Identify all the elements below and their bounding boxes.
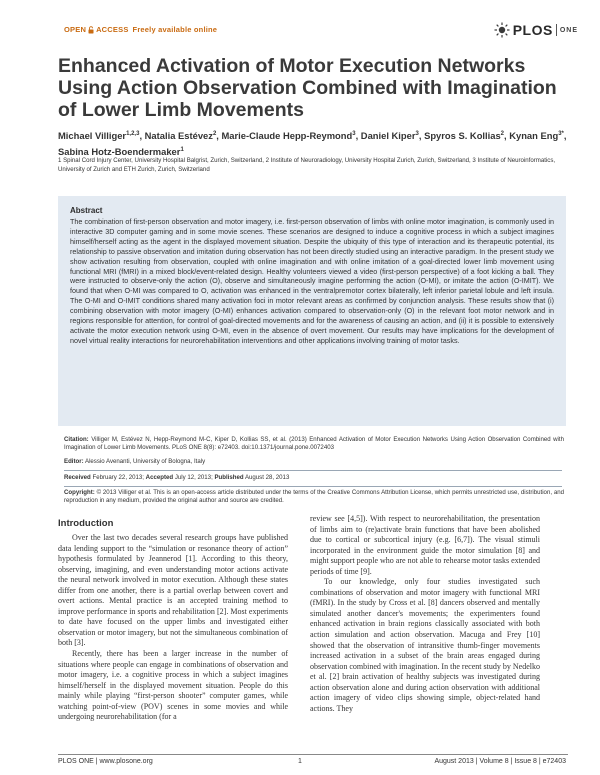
logo-divider [556,24,557,36]
journal-header [0,22,600,42]
copyright-block [64,489,564,506]
affiliations: 1 Spinal Cord Injury Center, University Hospital Balgrist, Zurich, Switzerland, 2 Institute of Neuroradiology, University Hospital Zurich, Zurich, Switzerland, 3 Institute of Neuroinformatics, University of Zurich and ETH Zurich, Zurich, Switzerland [58,157,556,173]
editor-text: Alessio Avenanti, University of Bologna, Italy [85,458,206,465]
dates-block [64,474,564,482]
editor-block [64,458,564,466]
plos-sun-icon [494,22,510,38]
article-title: Enhanced Activation of Motor Execution Networks Using Action Observation Combined with Imagination of Lower Limb Movements [58,55,557,121]
footer-issue: August 2013 | Volume 8 | Issue 8 | e72403 [434,758,566,765]
author-list: Michael Villiger$^{1,2,3}$, Natalia Estévez$^2$, Marie-Claude Hepp-Reymond$^3$, Daniel Kiper$^3$, Spyros S. Kollias$^2$, Kynan Eng$^{3*}$, Sabina Hotz-Boendermaker$^1$ [58,130,567,158]
intro-paragraph: Over the last two decades several research groups have published data lending support to the “simulation or resonance theory of action” hypothesis formulated by Jeannerod [1]. According to this theory, observing, imagining, and even understanding motor actions activate the neural network involved in motor execution. Although these states differ from one another, there is a partial overlap between covert and overt actions. Mental practice is an accepted training method to improve performance in sports and rehabilitation [2]. Most experiments to date have focused on the upper limbs and investigated either observation or motor imagery, but not the simultaneous combination of both [3]. [58,533,288,648]
citation-text: Villiger M, Estévez N, Hepp-Reymond M-C, Kiper D, Kollias SS, et al. (2013) Enhanced Activation of Motor Execution Networks Using Action Observation Combined with Imagination of Lower Limb Movements. PLoS ONE 8(8): e72403. doi:10.1371/journal.pone.0072403 [64,436,564,452]
freely-available-label: Freely available online [132,25,218,34]
footer-divider [58,754,568,755]
citation-block [64,436,564,453]
footer-page-number: 1 [298,758,302,765]
copyright-label: Copyright: [64,489,95,496]
meta-divider [64,486,562,487]
copyright-text: © 2013 Villiger et al. This is an open-access article distributed under the terms of the Creative Commons Attribution License, which permits unrestricted use, distribution, and reproduction in any medium, provided the original author and source are credited. [64,489,564,505]
received-date: February 22, 2013; [92,474,144,481]
received-label: Received [64,474,91,481]
intro-paragraph: review see [4,5]). With respect to neurorehabilitation, the presentation of limbs aim to (re)activate brain functions that have been abolished due to cortical or subcortical injury (e.g. [6,7]). The visual stimuli incorporated in the environment guide the motor simulation [8] and might support people who are not able to rehearse motor tasks extended periods of time [9]. [310,514,540,576]
intro-paragraph: Recently, there has been a larger increase in the number of situations where people can engage in combinations of observation and motor imagery, i.e. a cognitive process in which a subject imagines himself/herself in the displayed movement situation. People do this mainly while playing “first-person shooter” computer games, while watching point-of-view (POV) scenes in some movies and while undergoing neurorehabilitation (for a [58,649,288,722]
published-date: August 28, 2013 [244,474,290,481]
introduction-heading: Introduction [58,518,114,529]
plos-wordmark: PLOS [512,22,553,38]
published-label: Published [214,474,244,481]
plos-one-logo [494,22,578,38]
meta-divider [64,470,562,471]
abstract-box [58,196,566,426]
open-lock-icon [88,26,94,34]
footer-journal: PLOS ONE | www.plosone.org [58,758,153,765]
intro-right-column [310,514,540,714]
editor-label: Editor: [64,458,84,465]
intro-left-column [58,533,288,723]
open-access-badge [64,25,217,34]
open-label: OPEN [64,25,87,34]
intro-paragraph: To our knowledge, only four studies investigated such combinations of observation and motor imagery with functional MRI (fMRI). In the study by Cross et al. [8] dancers observed and mentally simulated another dancer's movements; the experimenters found enhanced activation in brain regions classically associated with both action simulation and action observation. Macuga and Frey [10] showed that the observation of intransitive thumb-finger movements increased activation in a subset of the brain areas engaged during observation combined with imagination. In the recent study by Nedelko et al. [2] brain activation of healthy subjects was investigated during action observation alone and during action observation with additional action imagery of video clips showing simple, object-related hand actions. They [310,577,540,713]
abstract-text: The combination of first-person observation and motor imagery, i.e. first-person observation of limbs with online motor imagination, is commonly used in interactive 3D computer gaming and in some movie scenes. These scenarios are designed to induce a cognitive process in which a subject imagines himself/herself acting as the agent in the displayed movement situation. Despite the ubiquity of this type of interaction and its therapeutic potential, its relationship to passive observation and imitation during observation has not been directly studied using an interactive paradigm. In the present study we show activation resulting from observation, coupled with online imagination and with online imitation of a goal-directed lower limb movement using functional MRI (fMRI) in a mixed block/event-related design. Healthy volunteers viewed a video (first-person perspective) of a foot kicking a ball. They were instructed to observe-only the action (O), observe and simultaneously imagine performing the action (O-MI), or imitate the action (O-IMIT). We found that when O-MI was compared to O, activation was enhanced in the ventralpremotor cortex bilaterally, left inferior parietal lobule and left insula. The O-MI and O-IMIT conditions shared many activation foci in motor relevant areas as confirmed by conjunction analysis. These results show that (i) combining observation with motor imagery (O-MI) enhances activation compared to observation-only (O) in the relevant foot motor network and in regions responsible for attention, for control of goal-directed movements and for the awareness of causing an action, and (ii) it is possible to extensively activate the motor execution network using O-MI, even in the absence of overt movement. Our results may have implications for the development of novel virtual reality interactions for neurorehabilitation interventions and other applications involving training of motor tasks. [70,217,554,345]
one-wordmark: ONE [559,26,578,34]
accepted-date: July 12, 2013; [174,474,213,481]
accepted-label: Accepted [145,474,174,481]
citation-label: Citation: [64,436,89,443]
abstract-heading: Abstract [70,206,103,215]
access-label: ACCESS [96,25,129,34]
